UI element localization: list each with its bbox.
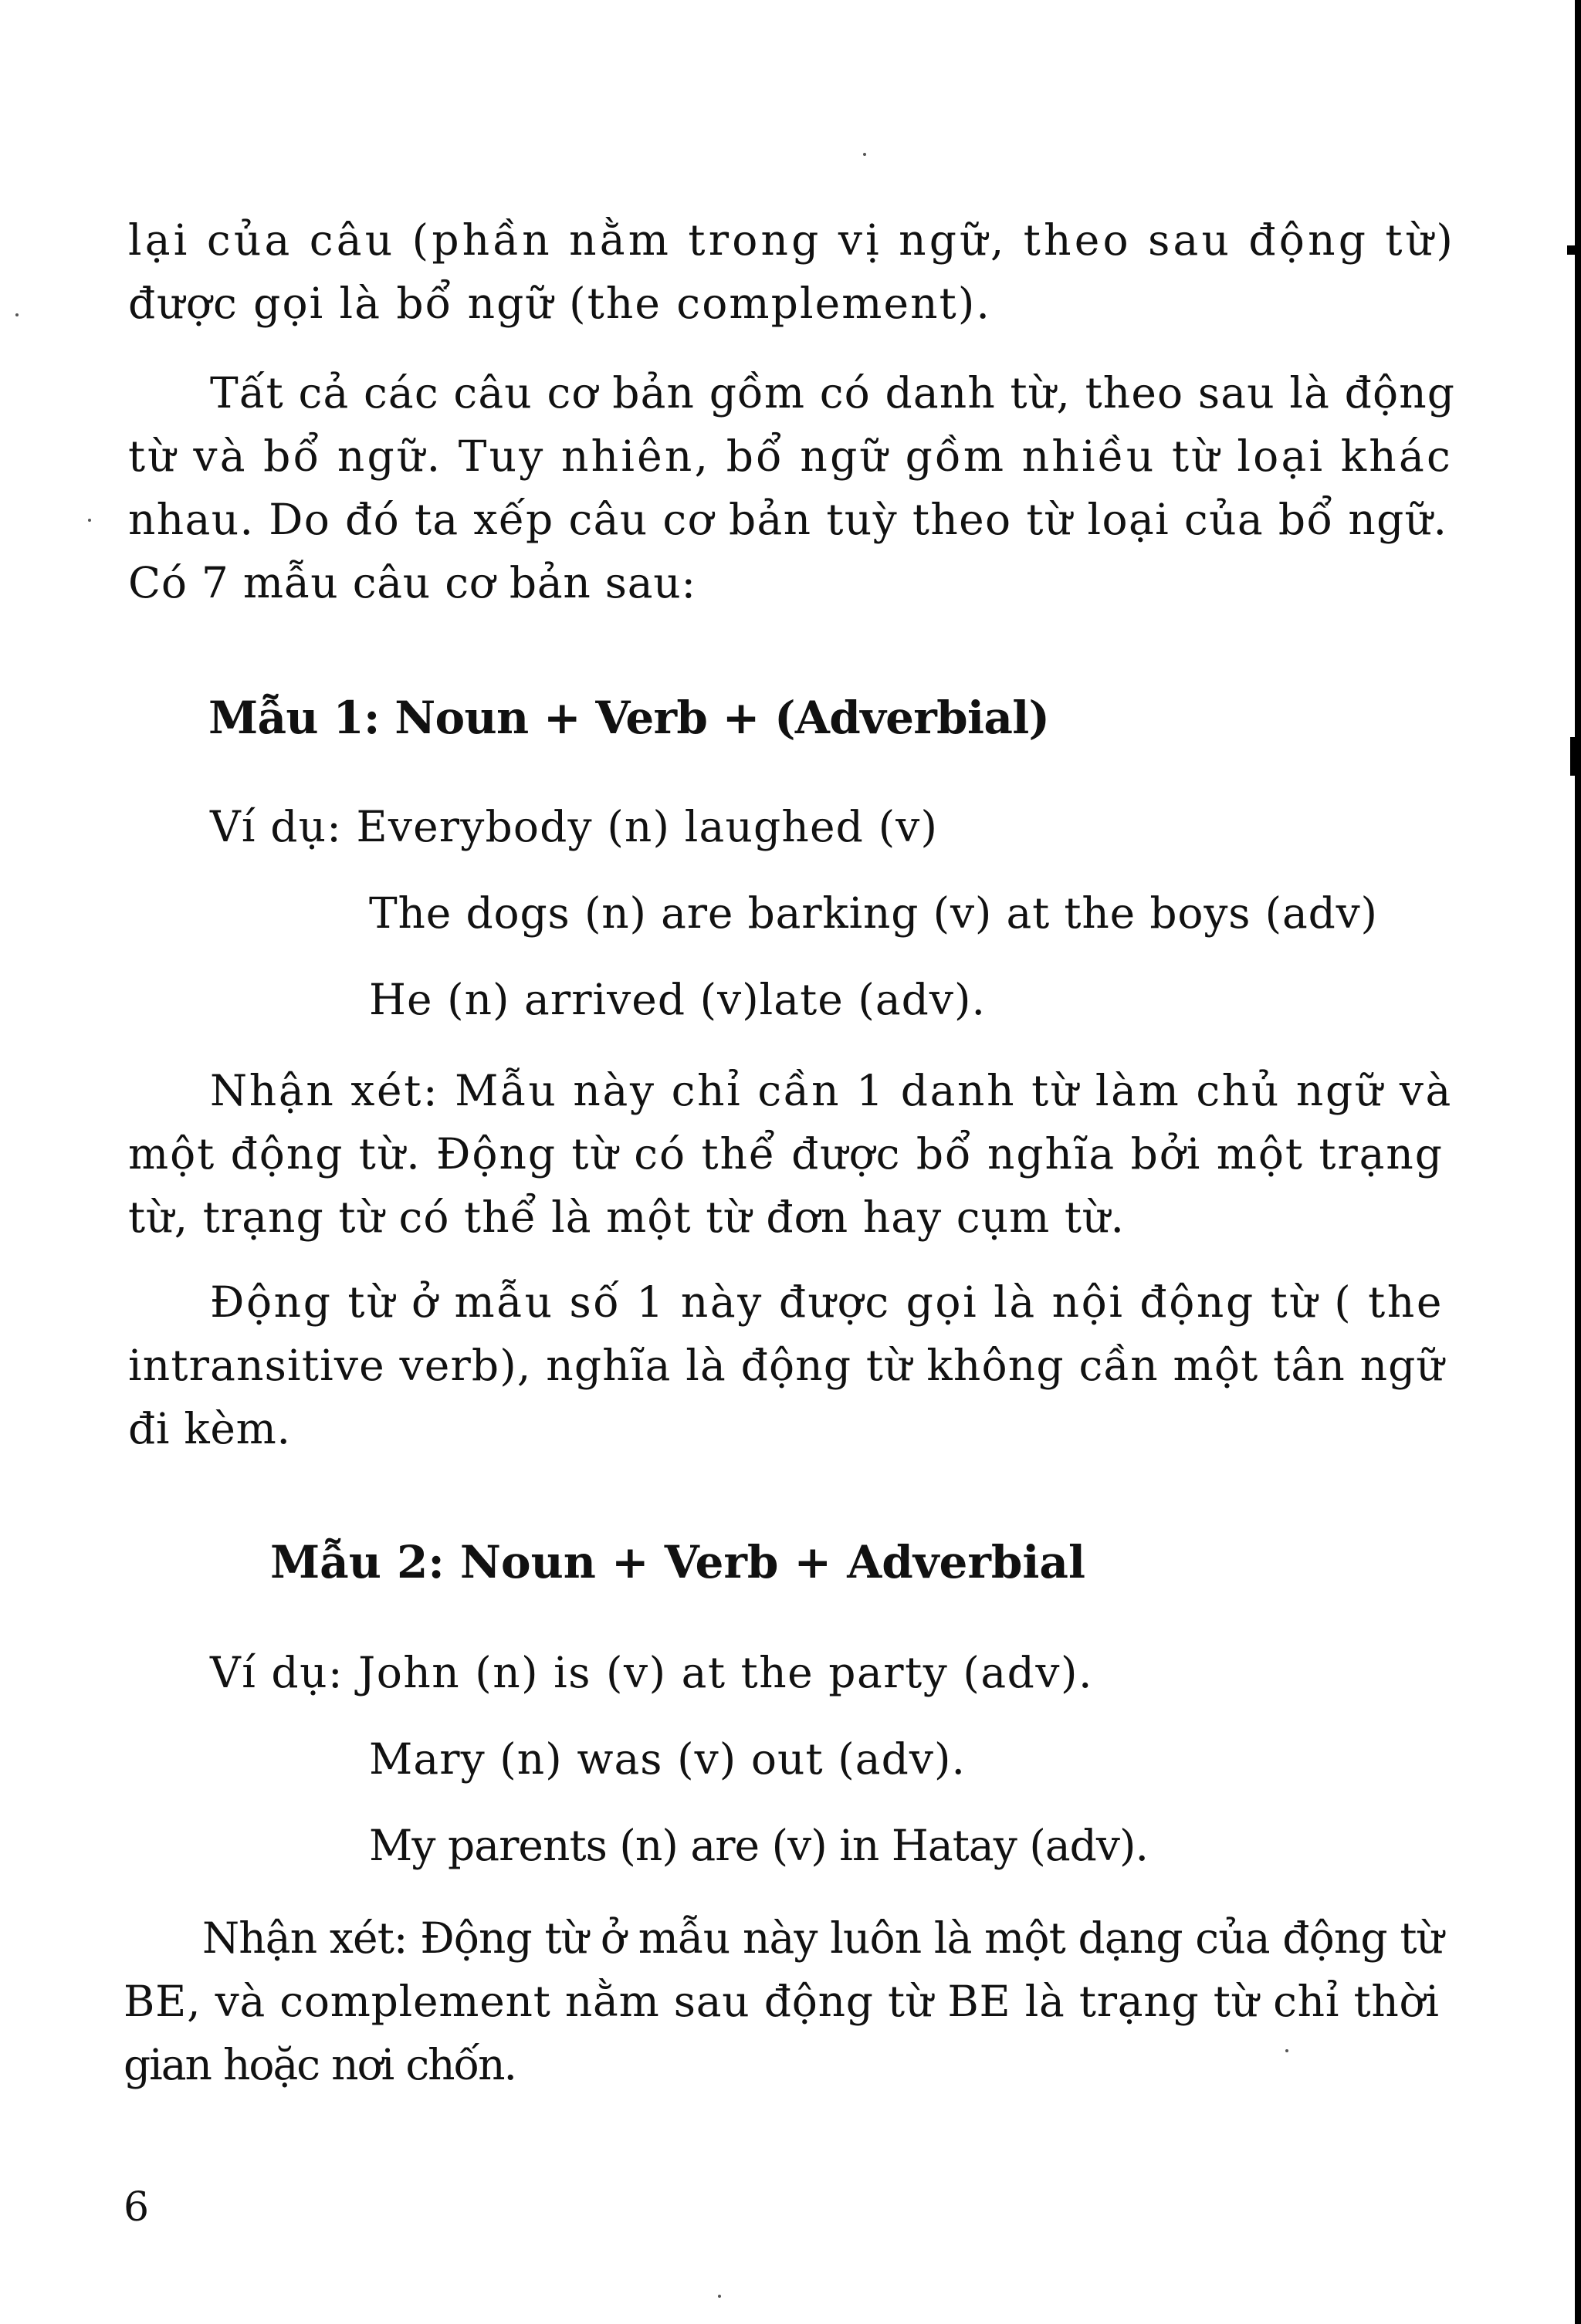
text-line: từ, trạng từ có thể là một từ đơn hay cụm từ. (128, 1192, 1126, 1242)
text-line: từ và bổ ngữ. Tuy nhiên, bổ ngữ gồm nhiều từ loại khác (128, 431, 1453, 481)
text-line: được gọi là bổ ngữ (the complement). (128, 279, 991, 328)
example-line: My parents (n) are (v) in Hatay (adv). (369, 1821, 1149, 1870)
edge-mark (1567, 245, 1575, 255)
scan-speck (718, 2295, 721, 2298)
example-line: Ví dụ: Everybody (n) laughed (v) (210, 802, 939, 851)
text-line: một động từ. Động từ có thể được bổ nghĩa bởi một trạng (128, 1129, 1444, 1179)
example-line: Ví dụ: John (n) is (v) at the party (adv). (210, 1648, 1093, 1697)
text-line: BE, và complement nằm sau động từ BE là trạng từ chỉ thời (124, 1977, 1440, 2026)
text-line: đi kèm. (128, 1404, 291, 1453)
text-line: gian hoặc nơi chốn. (124, 2040, 516, 2089)
scan-speck (15, 313, 19, 316)
page-edge-border (1575, 0, 1581, 2324)
text-line: Tất cả các câu cơ bản gồm có danh từ, theo sau là động (210, 368, 1456, 418)
text-line: intransitive verb), nghĩa là động từ không cần một tân ngữ (128, 1341, 1445, 1390)
pattern-2-heading: Mẫu 2: Noun + Verb + Adverbial (270, 1536, 1085, 1588)
text-line: lại của câu (phần nằm trong vị ngữ, theo sau động từ) (128, 215, 1456, 265)
example-line: He (n) arrived (v)late (adv). (369, 975, 987, 1024)
text-line: nhau. Do đó ta xếp câu cơ bản tuỳ theo từ loại của bổ ngữ. (128, 495, 1448, 544)
text-line: Nhận xét: Động từ ở mẫu này luôn là một dạng của động từ (202, 1913, 1444, 1963)
text-line: Động từ ở mẫu số 1 này được gọi là nội động từ ( the (210, 1277, 1444, 1327)
page-number: 6 (124, 2184, 150, 2231)
example-line: Mary (n) was (v) out (adv). (369, 1734, 967, 1784)
text-line: Có 7 mẫu câu cơ bản sau: (128, 558, 696, 607)
pattern-1-heading: Mẫu 1: Noun + Verb + (Adverbial) (208, 692, 1050, 744)
text-line: Nhận xét: Mẫu này chỉ cần 1 danh từ làm chủ ngữ và (210, 1066, 1453, 1115)
scan-speck (1285, 2049, 1288, 2052)
scan-speck (88, 519, 91, 522)
edge-mark (1570, 737, 1575, 776)
example-line: The dogs (n) are barking (v) at the boys (adv) (369, 888, 1378, 938)
scan-speck (863, 153, 866, 156)
